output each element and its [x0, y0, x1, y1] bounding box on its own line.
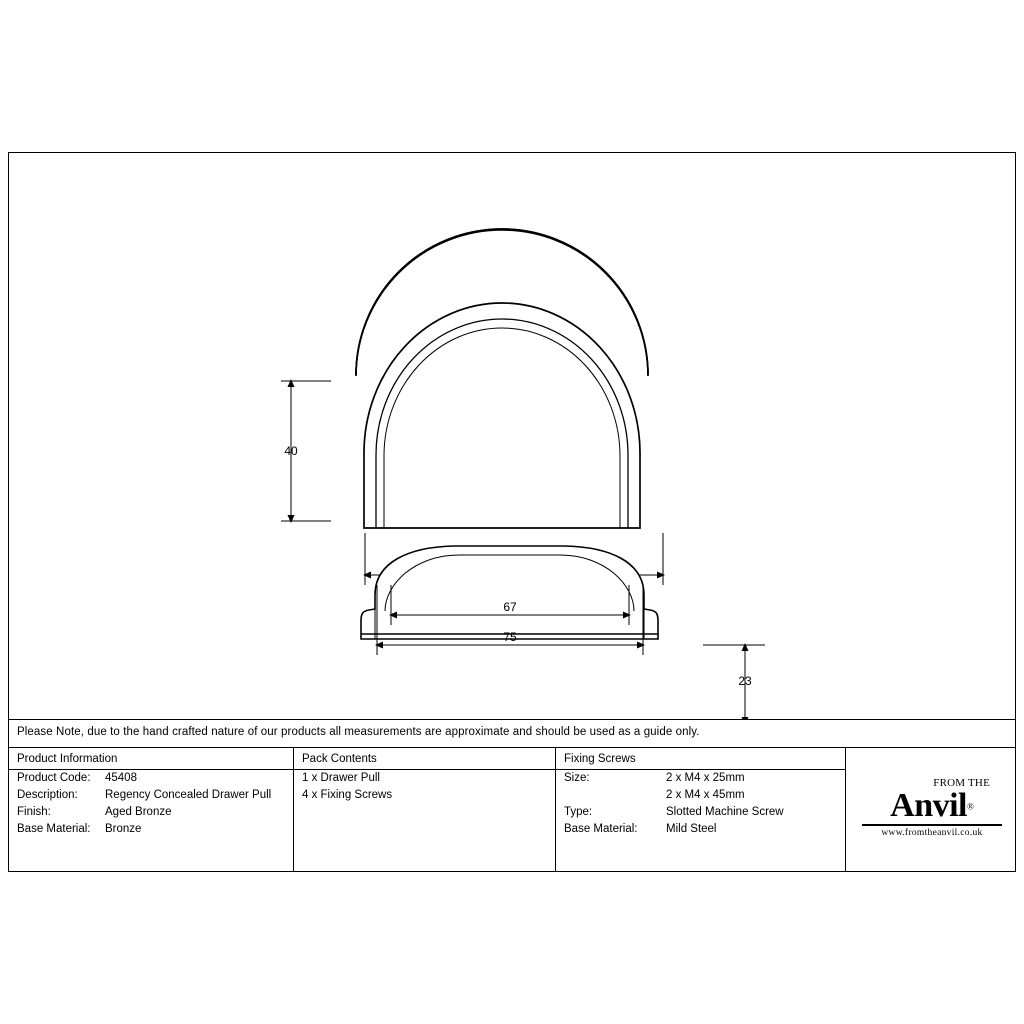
pack-contents-heading: Pack Contents [302, 753, 377, 765]
dimension-label-40: 40 [284, 444, 298, 458]
finish-value: Aged Bronze [105, 806, 172, 818]
info-table [9, 747, 1015, 871]
table-row [556, 821, 845, 838]
screw-size-value-2: 2 x M4 x 45mm [666, 789, 745, 801]
dimension-depth-23 [703, 643, 765, 719]
fixing-screws-heading: Fixing Screws [564, 753, 636, 765]
technical-drawing-sheet [8, 152, 1016, 872]
side-elevation-outline [361, 546, 658, 639]
logo-divider [862, 824, 1002, 826]
table-row [556, 804, 845, 821]
dimension-label-75: 75 [503, 630, 517, 644]
screw-base-material-label: Base Material: [564, 823, 638, 835]
brand-logo [846, 748, 1016, 872]
brand-logo-column [845, 748, 1015, 872]
table-row [9, 821, 293, 838]
screw-size-value-1: 2 x M4 x 25mm [666, 772, 745, 784]
dimension-label-67: 67 [503, 600, 517, 614]
finish-label: Finish: [17, 806, 51, 818]
pack-item-1: 4 x Fixing Screws [302, 789, 393, 801]
logo-brand-text: Anvil [890, 787, 967, 824]
pack-contents-header [294, 748, 555, 770]
note-row [9, 719, 1015, 747]
logo-registered-icon: ® [967, 801, 974, 812]
list-item [294, 770, 555, 787]
fixing-screws-body [556, 770, 845, 838]
product-code-label: Product Code: [17, 772, 91, 784]
screw-base-material-value: Mild Steel [666, 823, 717, 835]
measurement-note: Please Note, due to the hand crafted nature of our products all measurements are approximate and should be used as a guide only. [17, 726, 700, 738]
table-row [556, 787, 845, 804]
fixing-screws-header [556, 748, 845, 770]
table-row [9, 770, 293, 787]
dimension-label-23: 23 [738, 674, 752, 688]
fixing-screws-column [555, 748, 845, 872]
pack-contents-body [294, 770, 555, 804]
pack-item-0: 1 x Drawer Pull [302, 772, 380, 784]
pack-contents-column [293, 748, 555, 872]
base-material-label: Base Material: [17, 823, 91, 835]
front-elevation-outline [364, 303, 640, 528]
screw-size-label: Size: [564, 772, 590, 784]
product-information-column [9, 748, 293, 872]
product-information-heading: Product Information [17, 753, 118, 765]
product-code-value: 45408 [105, 772, 137, 784]
table-row [9, 787, 293, 804]
drawing-area [9, 153, 1015, 719]
screw-type-label: Type: [564, 806, 593, 818]
product-information-header [9, 748, 293, 770]
logo-from-the-text: FROM THE [933, 777, 990, 789]
table-row [556, 770, 845, 787]
base-material-value: Bronze [105, 823, 142, 835]
description-label: Description: [17, 789, 78, 801]
description-value: Regency Concealed Drawer Pull [105, 789, 272, 801]
product-drawing-svg [9, 153, 1015, 719]
logo-website-url: www.fromtheanvil.co.uk [881, 828, 983, 838]
product-information-body [9, 770, 293, 838]
list-item [294, 787, 555, 804]
screw-type-value: Slotted Machine Screw [666, 806, 784, 818]
table-row [9, 804, 293, 821]
